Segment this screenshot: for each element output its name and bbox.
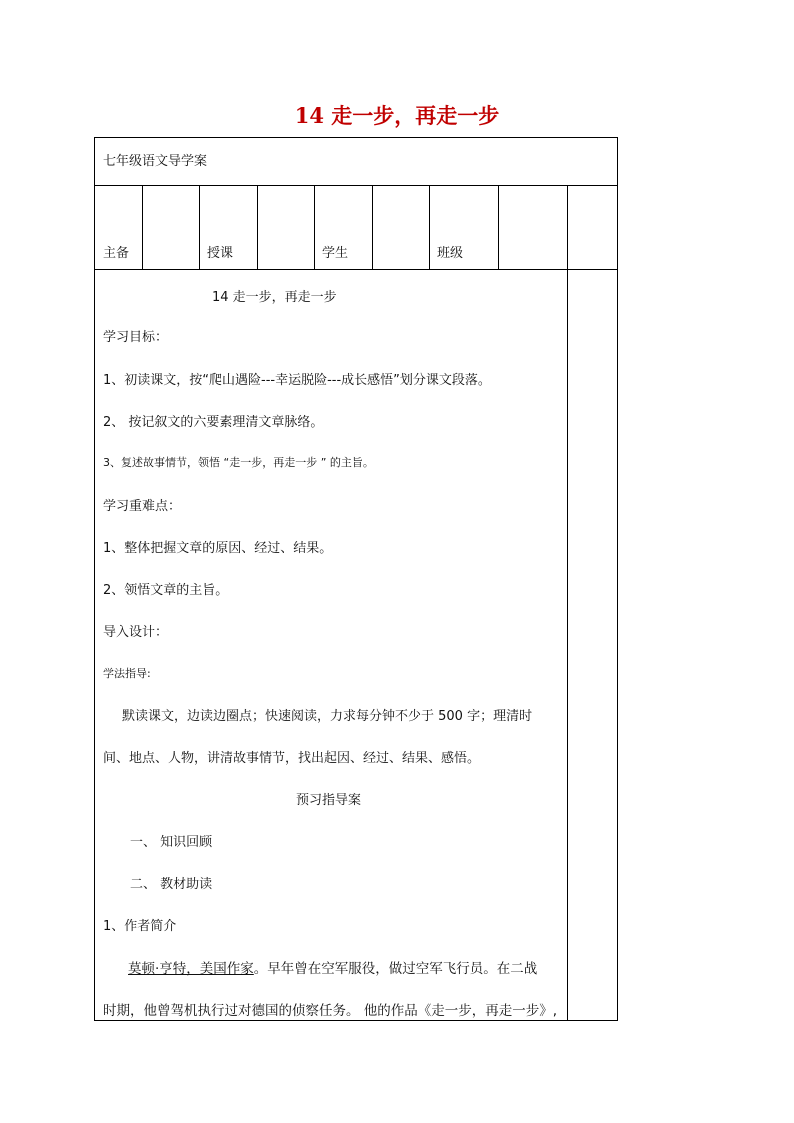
table-col-line xyxy=(498,185,499,270)
table-col-line-right xyxy=(567,185,568,1021)
table-border-bottom xyxy=(94,1020,618,1021)
goal-3: 3、复述故事情节，领悟 “走一步，再走一步 ” 的主旨。 xyxy=(103,456,374,469)
table-col-line xyxy=(142,185,143,270)
table-divider-2 xyxy=(94,269,618,270)
author-line-1-rest: 。早年曾在空军服役，做过空军飞行员。在二战 xyxy=(253,961,538,977)
lesson-title: 14 走一步，再走一步 xyxy=(212,290,337,305)
author-heading: 1、作者简介 xyxy=(103,919,177,934)
author-name: 莫顿·亨特，美国作家 xyxy=(128,961,254,977)
method-line-2: 间、地点、人物，讲清故事情节，找出起因、经过、结果、感悟。 xyxy=(103,751,481,766)
goal-1: 1、初读课文，按“爬山遇险---幸运脱险---成长感悟”划分课文段落。 xyxy=(103,373,491,388)
goal-2: 2、 按记叙文的六要素理清文章脉络。 xyxy=(103,415,324,430)
difficulty-2: 2、领悟文章的主旨。 xyxy=(103,583,229,598)
preview-title: 预习指导案 xyxy=(296,793,362,808)
table-col-line xyxy=(372,185,373,270)
table-col-line xyxy=(199,185,200,270)
table-col-line xyxy=(314,185,315,270)
method-heading: 学法指导: xyxy=(103,667,151,680)
table-border-left xyxy=(94,137,95,1021)
role-student-label: 学生 xyxy=(322,246,349,261)
role-teach-label: 授课 xyxy=(207,246,234,261)
table-border-top xyxy=(94,137,618,138)
section-2: 二、 教材助读 xyxy=(130,877,213,892)
author-line-2: 时期，他曾驾机执行过对德国的侦察任务。 他的作品《走一步，再走一步》, xyxy=(103,1003,558,1019)
table-col-line xyxy=(429,185,430,270)
subject-label: 七年级语文导学案 xyxy=(103,154,208,169)
difficulty-1: 1、整体把握文章的原因、经过、结果。 xyxy=(103,541,333,556)
goals-heading: 学习目标： xyxy=(103,330,169,345)
table-divider-1 xyxy=(94,185,618,186)
role-class-label: 班级 xyxy=(437,246,464,261)
document-title: 14 走一步，再走一步 xyxy=(294,103,500,128)
intro-heading: 导入设计： xyxy=(103,625,169,640)
method-line-1: 默读课文，边读边圈点；快速阅读，力求每分钟不少于 500 字；理清时 xyxy=(122,709,533,724)
section-1: 一、 知识回顾 xyxy=(130,835,213,850)
difficulty-heading: 学习重难点： xyxy=(103,499,182,514)
table-col-line xyxy=(257,185,258,270)
role-lead-label: 主备 xyxy=(103,246,130,261)
table-border-right xyxy=(617,137,618,1021)
author-line-1 xyxy=(128,957,537,977)
